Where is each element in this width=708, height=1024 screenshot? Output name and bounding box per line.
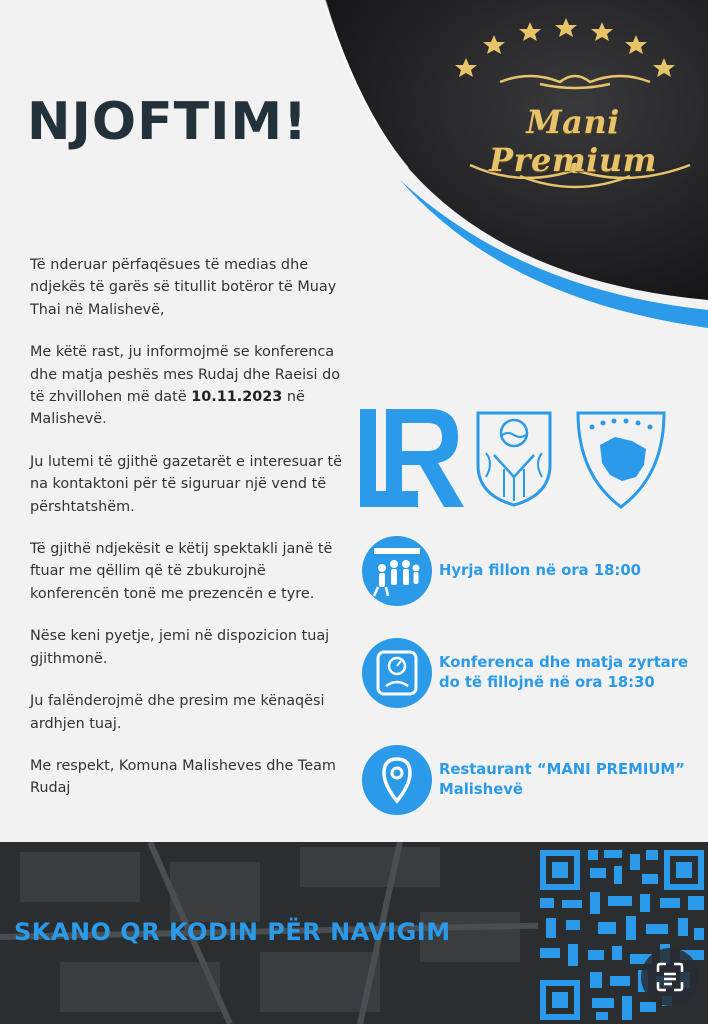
crowd-entry-icon [362,536,432,606]
info-entry [362,536,708,606]
malisheva-emblem-icon [478,413,550,505]
scan-lens-icon [641,948,699,1006]
letter-signature: Me respekt, Komuna Malisheves dhe Team Rudaj [30,757,336,797]
venue-city: Malishevë [439,781,523,798]
entry-time: 18:00 [593,562,641,579]
letter-body [30,254,350,820]
entry-icon-circle [362,536,432,606]
location-icon-circle [362,745,432,815]
letter-paragraph: Të nderuar përfaqësues të medias dhe ndjekës të garës së titullit botëror të Muay Thai në Malishevë, [30,257,337,318]
location-pin-icon [362,745,432,815]
weight-scale-icon [362,638,432,708]
letter-paragraph: Ju falënderojmë dhe presim me kënaqësi ardhjen tuaj. [30,693,325,732]
kosovo-shield-icon [578,413,664,507]
venue-text: Restaurant “MANI PREMIUM” Malishevë [439,761,685,798]
lr-logo [360,409,464,507]
info-venue [362,745,708,815]
lens-scan-button[interactable] [641,948,699,1006]
entry-text: Hyrja fillon në ora 18:00 [439,562,641,579]
page-title: NJOFTIM! [27,92,308,152]
brand-name: Mani Premium [489,103,657,179]
scan-qr-caption: SKANO QR KODIN PËR NAVIGIM [14,918,451,946]
info-conference [362,638,708,708]
sponsor-logos [360,405,670,510]
letter-paragraph: Nëse keni pyetje, jemi në dispozicion tuaj gjithmonë. [30,628,330,667]
venue-name: “MANI PREMIUM” [536,761,685,778]
event-date: 10.11.2023 [191,389,283,406]
conference-text: Konferenca dhe matja zyrtare do të fillojnë në ora 18:30 [439,654,689,691]
conference-time: 18:30 [607,674,655,691]
letter-paragraph: Të gjithë ndjekësit e këtij spektakli janë të ftuar me qëllim që të zbukurojnë konferencën tonë me prezencën e tyre. [30,541,333,602]
letter-paragraph: Ju lutemi të gjithë gazetarët e interesuar të na kontaktoni për të siguruar një vend të përshtatshëm. [30,453,342,515]
letter-paragraph: Me këtë rast, ju informojmë se konferenca dhe matja peshës mes Rudaj dhe Raeisi do të zhvillohen më datë 10.11.2023 në Malishevë. [30,344,341,428]
scale-icon-circle [362,638,432,708]
